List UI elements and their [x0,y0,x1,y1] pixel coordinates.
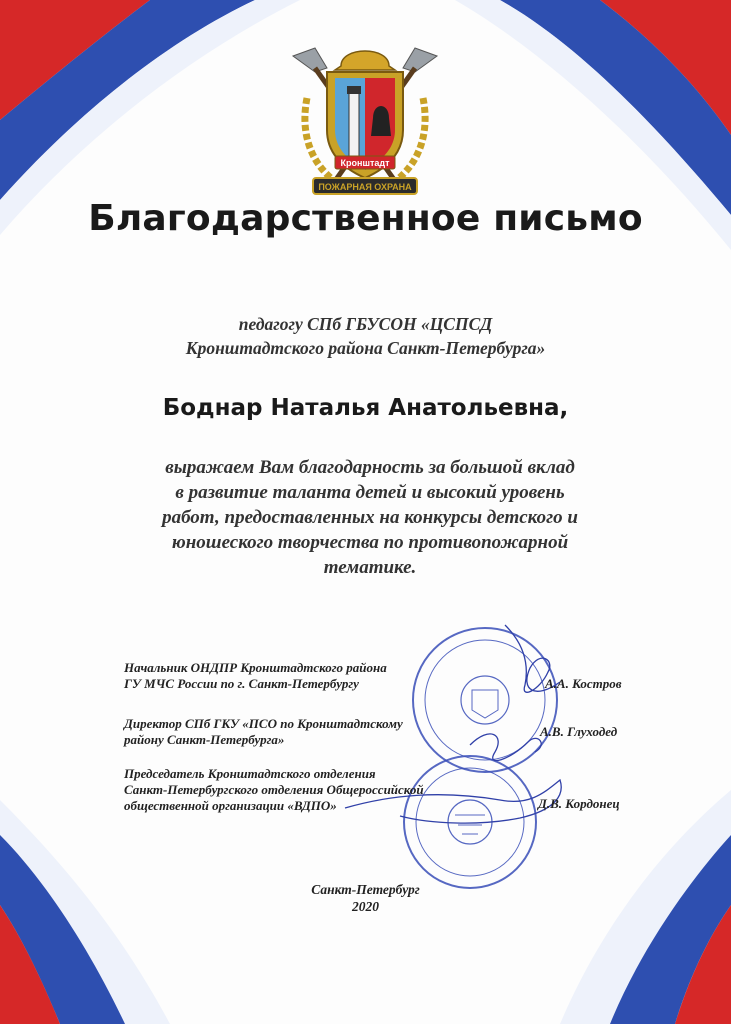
signatory-title-line: району Санкт-Петербурга» [124,732,285,747]
footer-city: Санкт-Петербург [311,882,420,897]
emblem-base-text: ПОЖАРНАЯ ОХРАНА [318,182,412,192]
signatory-title-line: Санкт-Петербургского отделения Общероссийской [124,782,424,797]
certificate-title: Благодарственное письмо [88,198,643,239]
signatory-title-line: общественной организации «ВДПО» [124,798,337,813]
recipient-line: педагогу СПб ГБУСОН «ЦСПСД [238,314,493,334]
signatory-title-line: Директор СПб ГКУ «ПСО по Кронштадтскому [124,716,403,731]
signatory-title-line: ГУ МЧС России по г. Санкт-Петербургу [124,676,359,691]
message-line: работ, предоставленных на конкурсы детского и [162,507,578,528]
person-name: Боднар Наталья Анатольевна, [162,395,569,421]
signatory-title-line: Председатель Кронштадтского отделения [124,766,376,781]
recipient-line: Кронштадтского района Санкт-Петербурга» [185,338,546,358]
message-line: тематике. [323,557,417,578]
signatory-title-line: Начальник ОНДПР Кронштадтского района [124,660,387,675]
message-line: выражаем Вам благодарность за большой вклад [165,457,575,478]
emblem-ribbon-text: Кронштадт [340,158,390,168]
signatory-title [124,716,454,748]
footer-year: 2020 [352,899,379,914]
signatory-name: А.В. Глуходед [540,724,618,739]
signatory-title [124,660,454,692]
signatory-name: Д.В. Кордонец [538,796,620,811]
message-line: в развитие таланта детей и высокий уровень [175,482,565,503]
message-line: юношеского творчества по противопожарной [171,532,569,553]
signatory-name: А.А. Костров [545,676,622,691]
signatory-title [124,766,484,814]
official-stamp-top [413,628,557,772]
